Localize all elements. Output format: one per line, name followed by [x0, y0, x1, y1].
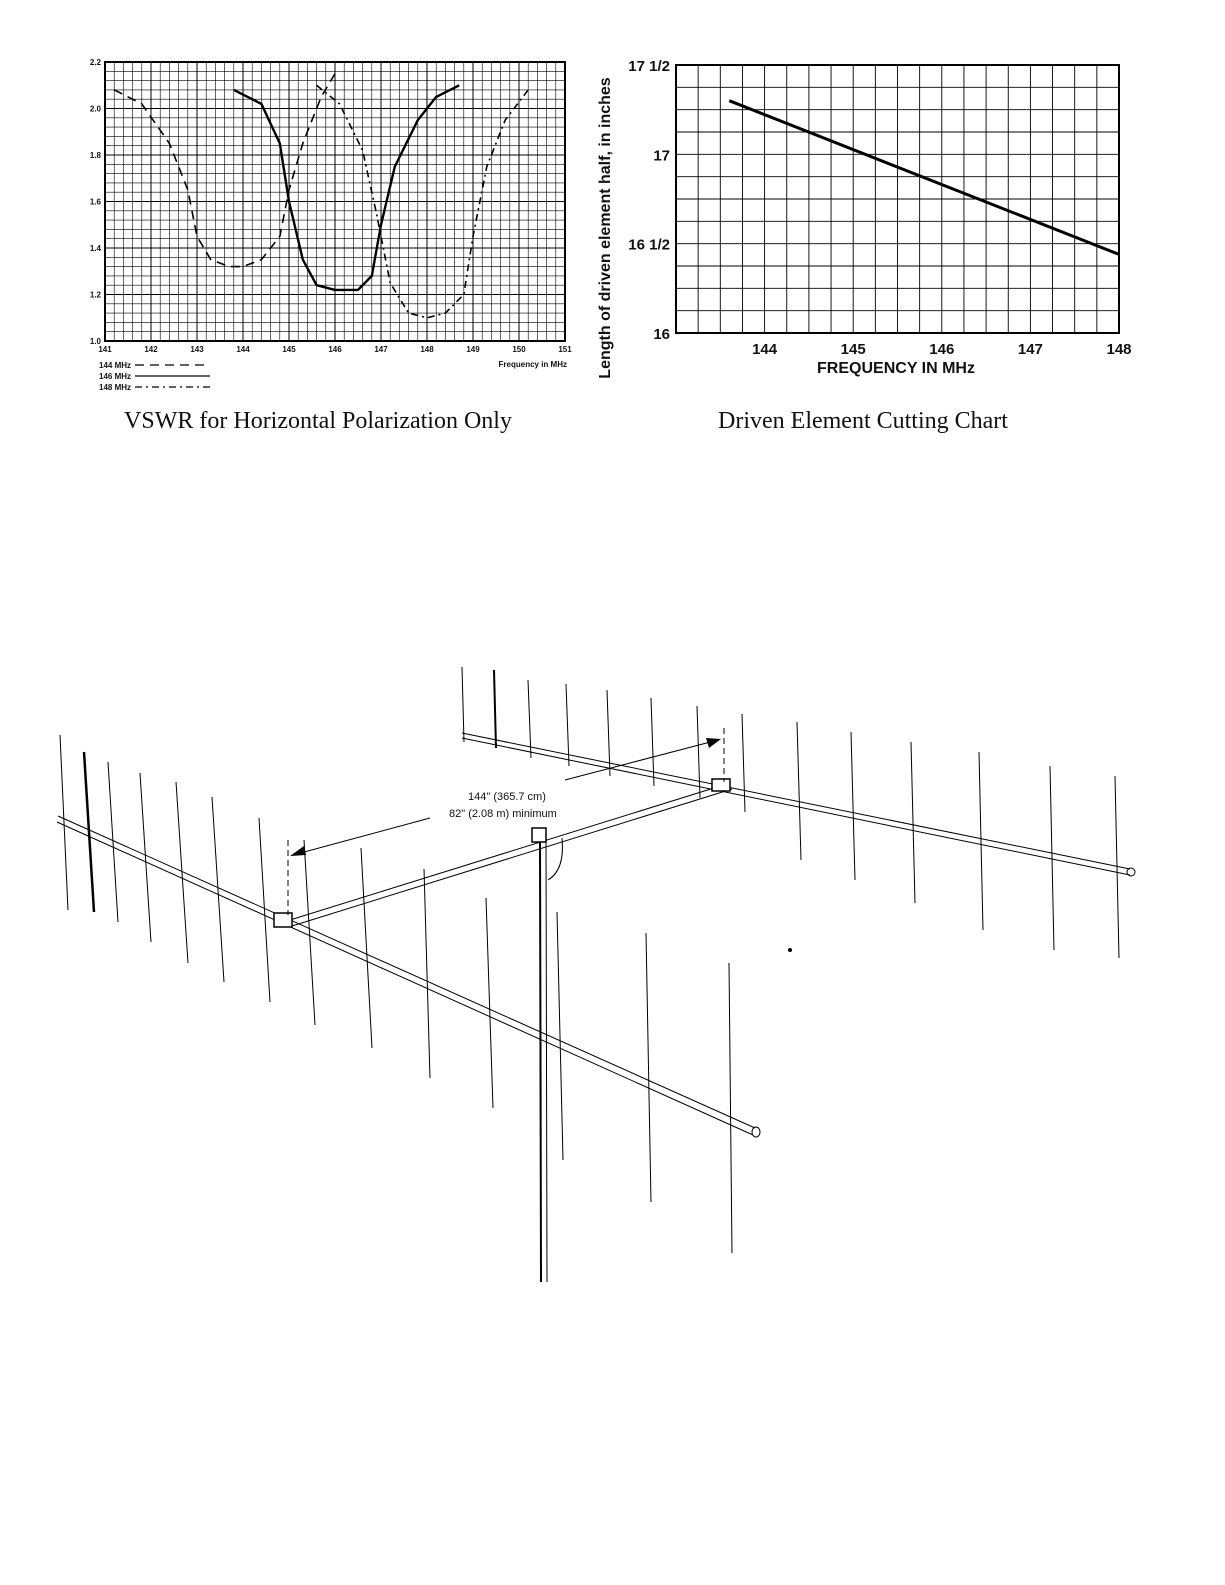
- x-tick-label: 146: [328, 345, 342, 354]
- dimension-label-1: 144" (365.7 cm): [468, 791, 546, 803]
- boom-to-mast-clamp: [532, 828, 546, 842]
- mast-edge: [546, 840, 547, 1282]
- x-tick-label: 142: [144, 345, 158, 354]
- y-tick-label: 1.0: [89, 337, 101, 346]
- speck: [788, 948, 792, 952]
- dimension-label-2: 82" (2.08 m) minimum: [449, 808, 557, 820]
- y-tick-label: 2.2: [89, 58, 101, 67]
- cutting-caption: Driven Element Cutting Chart: [718, 408, 1008, 434]
- antenna-diagram: [57, 667, 1135, 1282]
- y-tick-label: 1.6: [89, 197, 101, 207]
- dimension-markers: [288, 728, 724, 915]
- left-boom-end-cap: [752, 1127, 760, 1137]
- x-tick-label: 144: [752, 341, 778, 358]
- vswr-caption: VSWR for Horizontal Polarization Only: [124, 408, 512, 434]
- legend-label: 144 MHz: [99, 361, 132, 370]
- left-arrowhead: [290, 846, 306, 856]
- cutting-chart: [597, 58, 1132, 379]
- dimension-arrow-right: [565, 740, 718, 780]
- x-tick-label: 148: [420, 345, 434, 354]
- x-tick-label: 143: [190, 345, 204, 354]
- cutting-x-ticks: [752, 341, 1131, 358]
- y-tick-label: 17: [653, 147, 670, 165]
- x-tick-label: 147: [374, 345, 388, 354]
- right-boom-clamp: [712, 779, 730, 791]
- x-tick-label: 144: [236, 345, 250, 354]
- legend-label: 146 MHz: [99, 372, 132, 381]
- mast: [540, 840, 541, 1282]
- cutting-y-ticks: [628, 58, 670, 343]
- y-tick-label: 1.4: [89, 244, 101, 253]
- x-tick-label: 147: [1017, 341, 1043, 358]
- y-tick-label: 1.2: [89, 290, 101, 300]
- y-tick-label: 17 1/2: [628, 58, 670, 75]
- x-tick-label: 146: [929, 341, 955, 358]
- x-tick-label: 141: [98, 345, 112, 354]
- right-arrowhead: [706, 738, 721, 748]
- right-boom-end-cap: [1127, 868, 1135, 876]
- cutting-x-axis-label: FREQUENCY IN MHz: [817, 360, 975, 377]
- y-tick-label: 16 1/2: [628, 236, 670, 254]
- y-tick-label: 1.8: [89, 151, 101, 160]
- vswr-x-axis-label: Frequency in MHz: [498, 360, 567, 369]
- x-tick-label: 148: [1106, 341, 1132, 358]
- x-tick-label: 145: [282, 345, 296, 354]
- x-tick-label: 150: [512, 345, 526, 354]
- y-tick-label: 2.0: [89, 104, 101, 114]
- vswr-legend: [99, 361, 210, 392]
- x-tick-label: 151: [558, 345, 572, 354]
- left-boom-clamp: [274, 913, 292, 927]
- vswr-x-ticks: [98, 345, 572, 354]
- x-tick-label: 145: [840, 341, 866, 358]
- right-antenna: [462, 667, 1135, 958]
- cutting-y-axis-label: Length of driven element half, in inches: [597, 77, 614, 379]
- y-tick-label: 16: [653, 326, 670, 343]
- vswr-chart: [90, 58, 572, 392]
- cross-boom: [290, 783, 732, 926]
- vswr-y-ticks: [90, 58, 102, 346]
- legend-label: 148 MHz: [99, 383, 132, 392]
- x-tick-label: 149: [466, 345, 480, 354]
